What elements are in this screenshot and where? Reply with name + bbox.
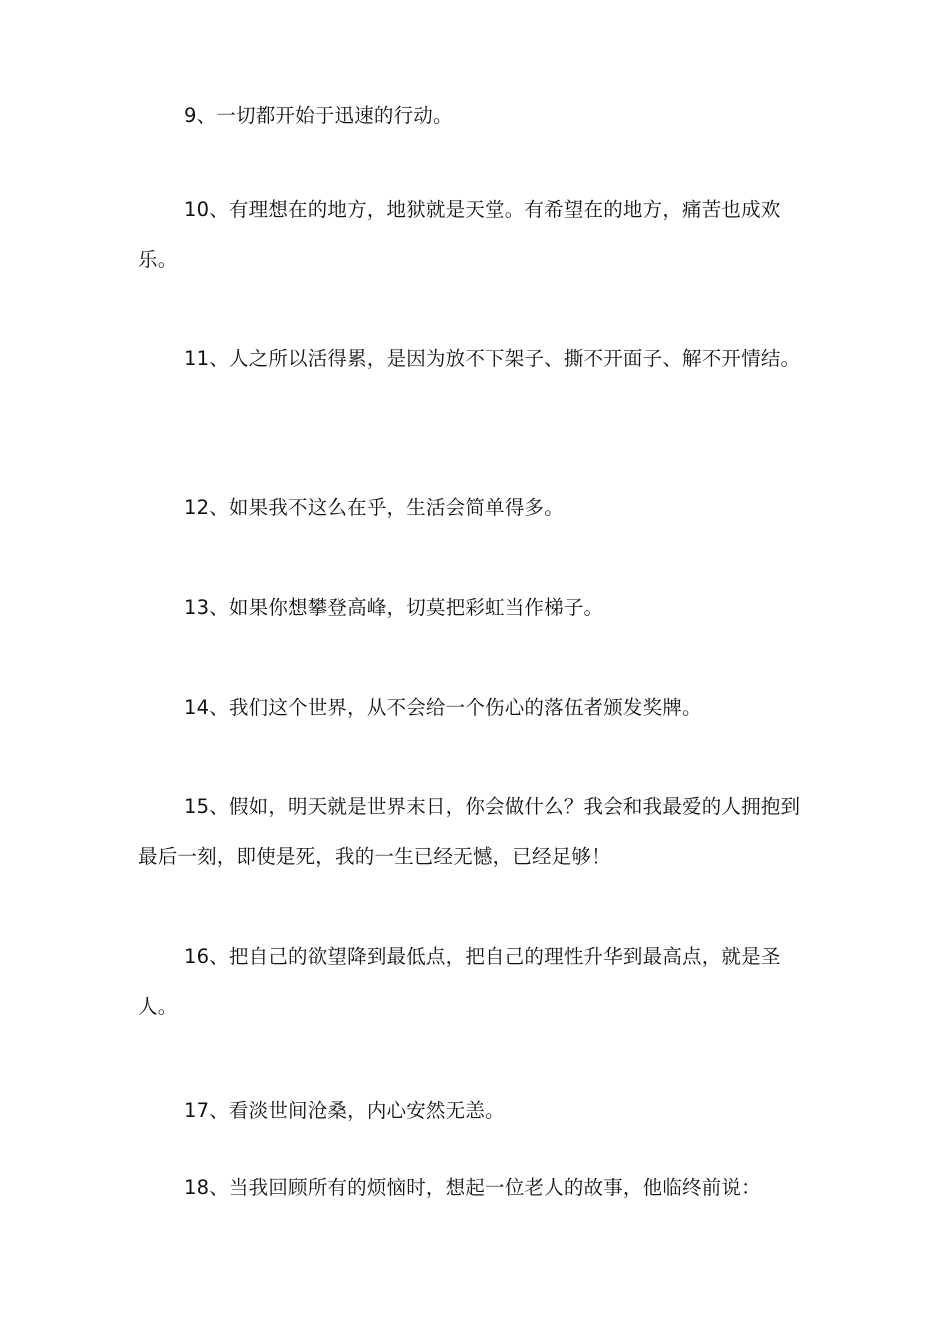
paragraph-17: 17、看淡世间沧桑，内心安然无恙。 (184, 1099, 505, 1122)
paragraph-14: 14、我们这个世界，从不会给一个伤心的落伍者颁发奖牌。 (184, 696, 702, 719)
paragraph-13: 13、如果你想攀登高峰，切莫把彩虹当作梯子。 (184, 596, 604, 619)
paragraph-15: 15、假如，明天就是世界末日，你会做什么？我会和我最爱的人拥抱到最后一刻，即使是死，我的一生已经无憾，已经足够！ (138, 795, 801, 868)
paragraph-12: 12、如果我不这么在乎，生活会简单得多。 (184, 496, 564, 519)
paragraph-9: 9、一切都开始于迅速的行动。 (184, 104, 453, 127)
paragraph-11: 11、人之所以活得累，是因为放不下架子、撕不开面子、解不开情结。 (184, 347, 801, 370)
paragraph-16: 16、把自己的欲望降到最低点，把自己的理性升华到最高点，就是圣人。 (138, 945, 781, 1018)
paragraph-18: 18、当我回顾所有的烦恼时，想起一位老人的故事，他临终前说： (184, 1176, 761, 1199)
paragraph-10: 10、有理想在的地方，地狱就是天堂。有希望在的地方，痛苦也成欢乐。 (138, 198, 781, 271)
